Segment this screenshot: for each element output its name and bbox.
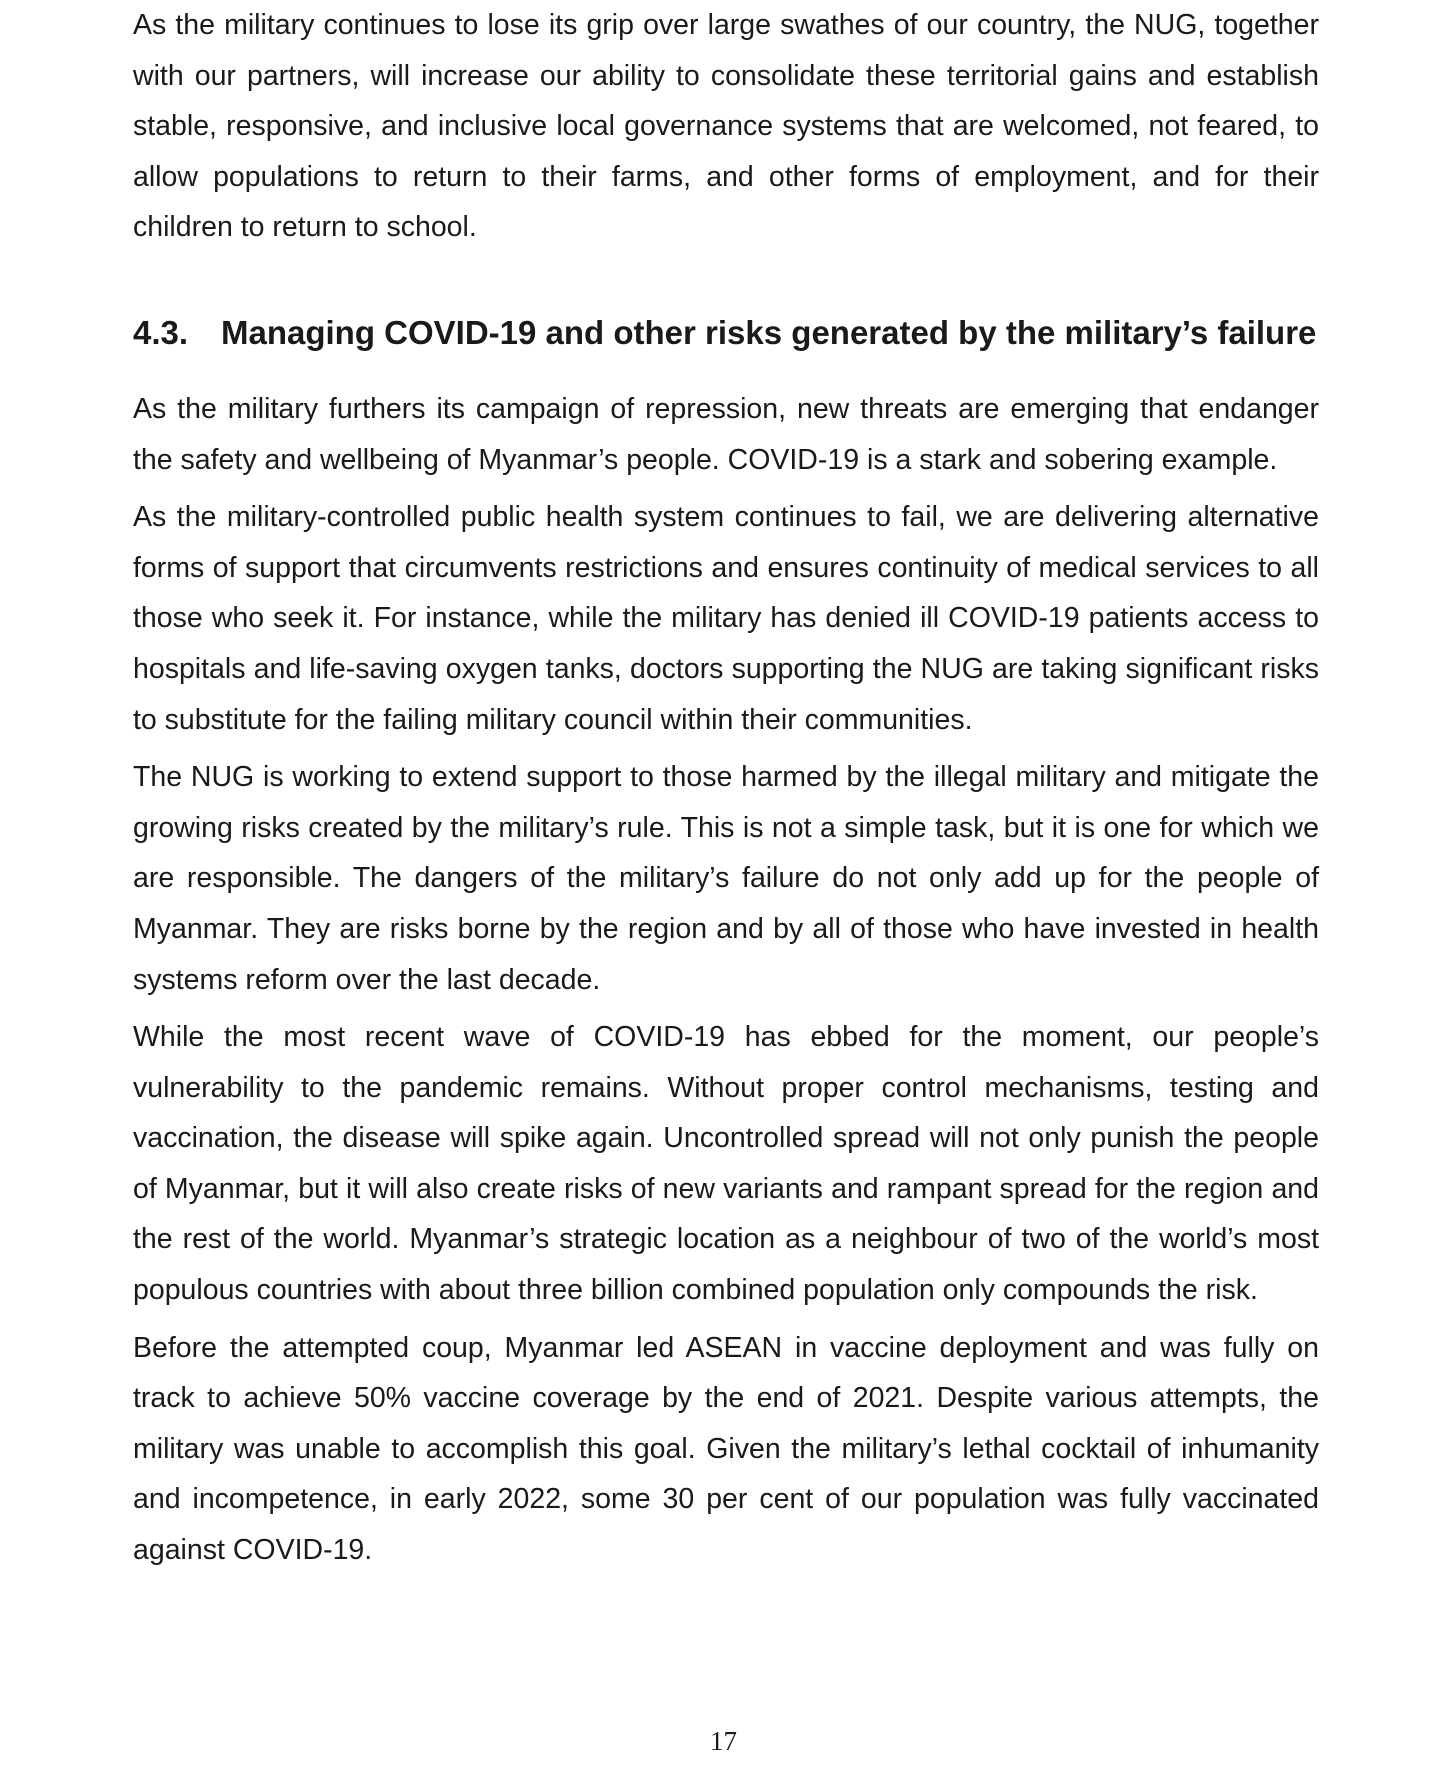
paragraph: The NUG is working to extend support to those harmed by the illegal military and mitigate the growing risks created by the military’s rule. This is not a simple task, but it is one for which we are responsible. The dangers of the military’s failure do not only add up for the people of Myanmar. They are risks borne by the region and by all of those who have invested in health systems reform over the last decade. bbox=[133, 761, 1319, 996]
paragraph: While the most recent wave of COVID-19 has ebbed for the moment, our people’s vulnerability to the pandemic remains. Without proper control mechanisms, testing and vaccination, the disease will spike again. Uncontrolled spread will not only punish the people of Myanmar, but it will also create risks of new variants and rampant spread for the region and the rest of the world. Myanmar’s strategic location as a neighbour of two of the world’s most populous countries with about three billion combined population only compounds the risk. bbox=[133, 1021, 1319, 1307]
page-number: 17 bbox=[710, 1726, 737, 1756]
paragraph: As the military furthers its campaign of repression, new threats are emerging that endanger the safety and wellbeing of Myanmar’s people. COVID-19 is a stark and sobering example. bbox=[133, 392, 1319, 476]
section-title: Managing COVID-19 and other risks generated by the military’s failure bbox=[221, 313, 1317, 351]
paragraph: As the military-controlled public health system continues to fail, we are delivering alternative forms of support that circumvents restrictions and ensures continuity of medical services to all those who seek it. For instance, while the military has denied ill COVID-19 patients access to hospitals and life-saving oxygen tanks, doctors supporting the NUG are taking significant risks to substitute for the failing military council within their communities. bbox=[133, 501, 1319, 736]
section-number: 4.3. bbox=[133, 313, 189, 351]
section-heading bbox=[133, 304, 1319, 362]
document-page bbox=[133, 0, 1319, 1576]
paragraph-intro: As the military continues to lose its grip over large swathes of our country, the NUG, together with our partners, will increase our ability to consolidate these territorial gains and establish stable, responsive, and inclusive local governance systems that are welcomed, not feared, to allow populations to return to their farms, and other forms of employment, and for their children to return to school. bbox=[133, 9, 1319, 244]
paragraph: Before the attempted coup, Myanmar led ASEAN in vaccine deployment and was fully on track to achieve 50% vaccine coverage by the end of 2021. Despite various attempts, the military was unable to accomplish this goal. Given the military’s lethal cocktail of inhumanity and incompetence, in early 2022, some 30 per cent of our population was fully vaccinated against COVID-19. bbox=[133, 1331, 1319, 1567]
